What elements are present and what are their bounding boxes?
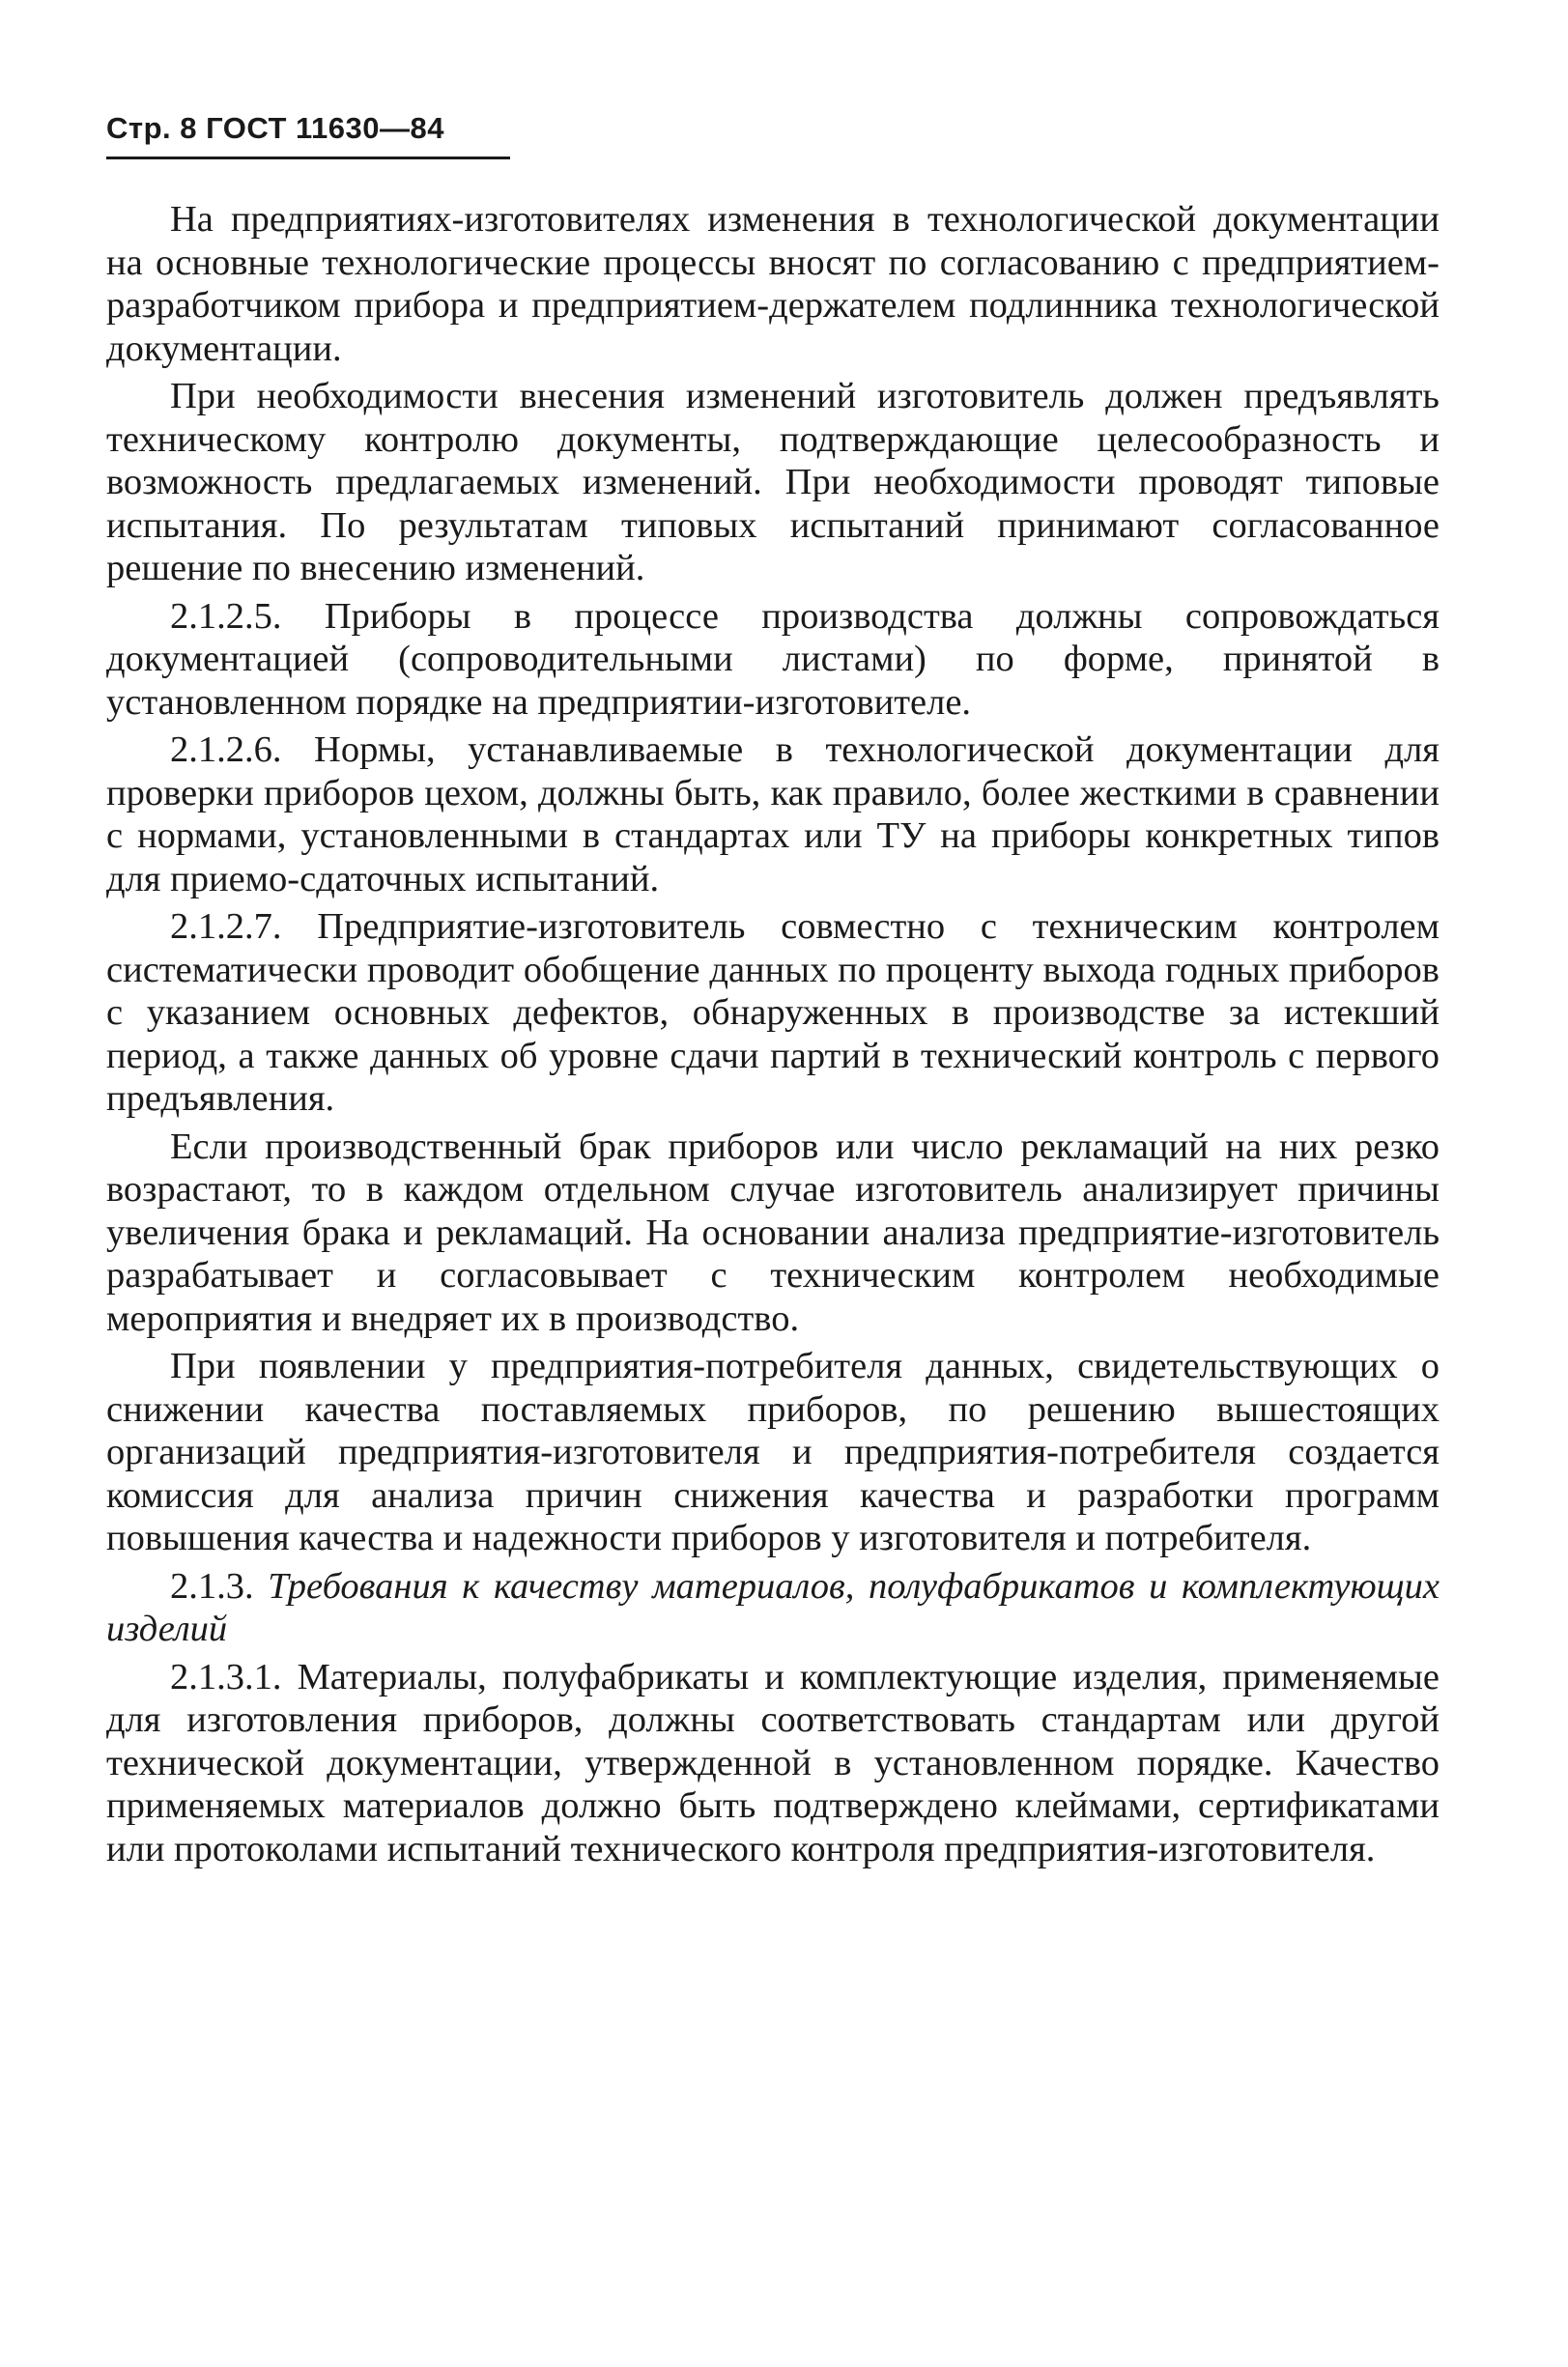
paragraph-changes-documentation: На предприятиях-изготовителях изменения в технологической документации на основные технологические процессы вносят по согласованию с предприятием-разработчиком прибора и предприятием-держателем подлинника технологической документации. <box>106 199 1440 369</box>
paragraph-2-1-2-5: 2.1.2.5. Приборы в процессе производства должны сопровождаться документацией (сопроводительными листами) по форме, принятой в установленном порядке на предприятии-изготовителе. <box>106 595 1440 723</box>
paragraph-2-1-2-6: 2.1.2.6. Нормы, устанавливаемые в технологической документации для проверки приборов цехом, должны быть, как правило, более жесткими в сравнении с нормами, установленными в стандартах или ТУ на приборы конкретных типов для приемо-сдаточных испытаний. <box>106 729 1440 899</box>
section-title: Требования к качеству материалов, полуфабрикатов и комплектующих изделий <box>106 1565 1440 1649</box>
paragraph-defect-analysis: Если производственный брак приборов или число рекламаций на них резко возрастают, то в каждом отдельном случае изготовитель анализирует причины увеличения брака и рекламаций. На основании анализа предприятие-изготовитель разрабатывает и согласовывает с техническим контролем необходимые мероприятия и внедряет их в производство. <box>106 1126 1440 1339</box>
body-text <box>106 198 1440 1870</box>
paragraph-2-1-2-7: 2.1.2.7. Предприятие-изготовитель совместно с техническим контролем систематически проводит обобщение данных по проценту выхода годных приборов с указанием основных дефектов, обнаруженных в производстве за истекший период, а также данных об уровне сдачи партий в технический контроль с первого предъявления. <box>106 906 1440 1119</box>
paragraph-changes-procedure: При необходимости внесения изменений изготовитель должен предъявлять техническому контролю документы, подтверждающие целесообразность и возможность предлагаемых изменений. При необходимости проводят типовые испытания. По результатам типовых испытаний принимают согласованное решение по внесению изменений. <box>106 376 1440 588</box>
paragraph-quality-commission: При появлении у предприятия-потребителя данных, свидетельствующих о снижении качества поставляемых приборов, по решению вышестоящих организаций предприятия-изготовителя и предприятия-потребителя создается комиссия для анализа причин снижения качества и разработки программ повышения качества и надежности приборов у изготовителя и потребителя. <box>106 1346 1440 1558</box>
section-heading-2-1-3 <box>106 1565 1440 1651</box>
section-number: 2.1.3. <box>170 1565 254 1607</box>
running-head: Стр. 8 ГОСТ 11630—84 <box>106 111 445 145</box>
header-rule <box>106 157 510 159</box>
paragraph-2-1-3-1: 2.1.3.1. Материалы, полуфабрикаты и комплектующие изделия, применяемые для изготовления приборов, должны соответствовать стандартам или другой технической документации, утвержденной в установленном порядке. Качество применяемых материалов должно быть подтверждено клеймами, сертификатами или протоколами испытаний технического контроля предприятия-изготовителя. <box>106 1656 1440 1869</box>
document-page <box>106 108 1440 1875</box>
